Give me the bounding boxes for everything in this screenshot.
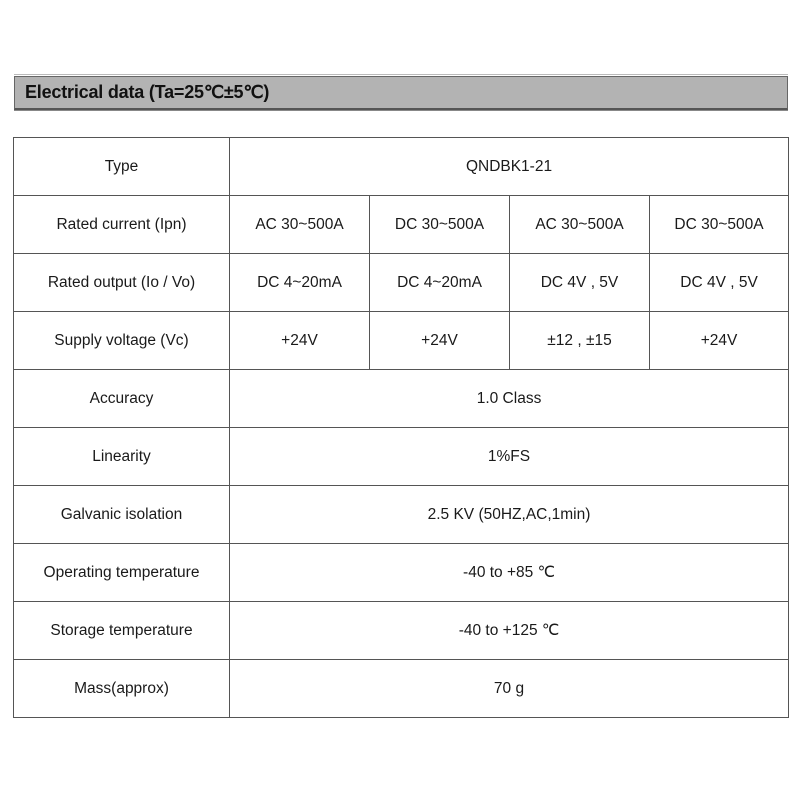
cell-value: AC 30~500A xyxy=(510,196,650,254)
row-label: Storage temperature xyxy=(14,602,230,660)
section-title: Electrical data (Ta=25℃±5℃) xyxy=(25,82,270,102)
cell-value: +24V xyxy=(230,312,370,370)
table-row xyxy=(14,428,789,486)
electrical-data-table xyxy=(13,137,789,718)
table-row xyxy=(14,138,789,196)
row-label: Linearity xyxy=(14,428,230,486)
cell-value: -40 to +85 ℃ xyxy=(230,544,789,602)
cell-value: DC 4V , 5V xyxy=(510,254,650,312)
row-label: Supply voltage (Vc) xyxy=(14,312,230,370)
cell-value: DC 4V , 5V xyxy=(650,254,789,312)
cell-value: QNDBK1-21 xyxy=(230,138,789,196)
row-label: Operating temperature xyxy=(14,544,230,602)
cell-value: +24V xyxy=(650,312,789,370)
cell-value: +24V xyxy=(370,312,510,370)
row-label: Accuracy xyxy=(14,370,230,428)
row-label: Rated current (Ipn) xyxy=(14,196,230,254)
table-row xyxy=(14,544,789,602)
table-row xyxy=(14,660,789,718)
row-label: Mass(approx) xyxy=(14,660,230,718)
top-rule xyxy=(14,74,788,75)
cell-value: 2.5 KV (50HZ,AC,1min) xyxy=(230,486,789,544)
table-row xyxy=(14,196,789,254)
row-label: Type xyxy=(14,138,230,196)
cell-value: ±12 , ±15 xyxy=(510,312,650,370)
cell-value: 1.0 Class xyxy=(230,370,789,428)
cell-value: DC 4~20mA xyxy=(370,254,510,312)
cell-value: AC 30~500A xyxy=(230,196,370,254)
cell-value: DC 30~500A xyxy=(370,196,510,254)
cell-value: DC 4~20mA xyxy=(230,254,370,312)
cell-value: DC 30~500A xyxy=(650,196,789,254)
table-row xyxy=(14,254,789,312)
table-row xyxy=(14,312,789,370)
table-row xyxy=(14,486,789,544)
row-label: Galvanic isolation xyxy=(14,486,230,544)
cell-value: -40 to +125 ℃ xyxy=(230,602,789,660)
table-row xyxy=(14,602,789,660)
cell-value: 70 g xyxy=(230,660,789,718)
section-header xyxy=(14,76,788,110)
row-label: Rated output (Io / Vo) xyxy=(14,254,230,312)
table-row xyxy=(14,370,789,428)
cell-value: 1%FS xyxy=(230,428,789,486)
